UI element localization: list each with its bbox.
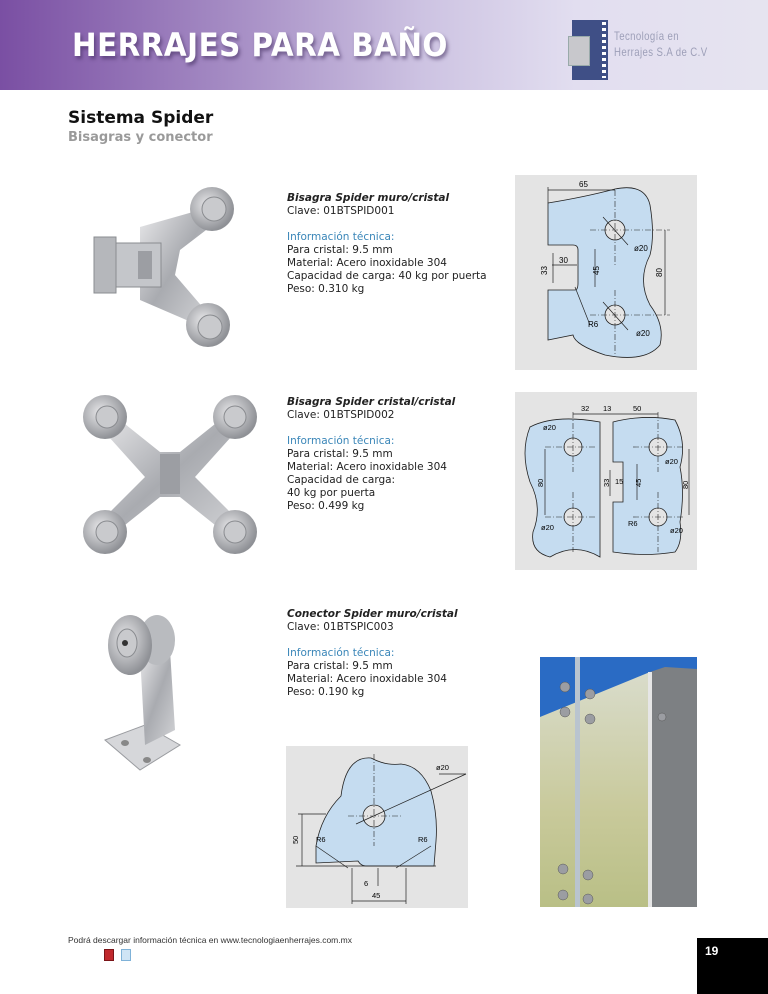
product-spec-1 [287, 192, 487, 296]
info-label: Información técnica: [287, 435, 395, 447]
svg-text:45: 45 [592, 266, 601, 275]
svg-text:65: 65 [579, 180, 588, 189]
svg-text:R6: R6 [588, 320, 599, 329]
spec-line: Peso: 0.499 kg [287, 500, 365, 512]
product-name: Conector Spider muro/cristal [287, 608, 458, 620]
spec-line: Para cristal: 9.5 mm [287, 244, 393, 256]
spec-line: Para cristal: 9.5 mm [287, 660, 393, 672]
product-code: Clave: 01BTSPID002 [287, 409, 395, 421]
info-label: Información técnica: [287, 231, 395, 243]
svg-text:6: 6 [364, 879, 369, 888]
svg-text:ø20: ø20 [665, 457, 678, 466]
svg-text:R6: R6 [418, 835, 428, 844]
technical-drawing-2 [515, 392, 697, 570]
spec-line: Material: Acero inoxidable 304 [287, 461, 447, 473]
spec-line: Peso: 0.310 kg [287, 283, 365, 295]
installation-photo [540, 657, 697, 907]
spec-line: Para cristal: 9.5 mm [287, 448, 393, 460]
svg-text:R6: R6 [316, 835, 326, 844]
product-spec-3 [287, 608, 458, 699]
product-name: Bisagra Spider muro/cristal [287, 192, 450, 204]
logo-box [572, 20, 608, 80]
svg-text:ø20: ø20 [670, 526, 683, 535]
company-logo [570, 20, 710, 82]
product-image-hinge-wall-glass [80, 175, 260, 355]
product-image-hinge-glass-glass [65, 382, 275, 572]
section-title: Sistema Spider [68, 108, 214, 128]
svg-text:50: 50 [291, 835, 300, 844]
logo-text: Tecnología en Herrajes S.A de C.V [614, 29, 708, 59]
page-header [0, 0, 768, 90]
dwg-icon[interactable] [121, 949, 131, 961]
spec-line: Capacidad de carga: 40 kg por puerta [287, 270, 487, 282]
footer-download-text: Podrá descargar información técnica en www.tecnologiaenherrajes.com.mx [68, 935, 352, 945]
svg-text:80: 80 [536, 478, 545, 487]
svg-text:45: 45 [372, 891, 381, 900]
svg-text:80: 80 [655, 268, 664, 277]
product-image-connector [85, 595, 195, 775]
technical-drawing-3 [286, 746, 468, 908]
svg-text:30: 30 [559, 256, 568, 265]
svg-text:50: 50 [633, 404, 642, 413]
svg-text:ø20: ø20 [636, 329, 650, 338]
spec-line: Material: Acero inoxidable 304 [287, 673, 447, 685]
svg-text:45: 45 [634, 478, 643, 487]
svg-text:R6: R6 [628, 519, 638, 528]
pdf-icon[interactable] [104, 949, 114, 961]
svg-text:13: 13 [603, 404, 612, 413]
spec-line: Capacidad de carga: [287, 474, 396, 486]
svg-text:33: 33 [540, 266, 549, 275]
product-name: Bisagra Spider cristal/cristal [287, 396, 456, 408]
spec-line: 40 kg por puerta [287, 487, 376, 499]
product-code: Clave: 01BTSPIC003 [287, 621, 394, 633]
svg-text:ø20: ø20 [436, 763, 449, 772]
technical-drawing-1 [515, 175, 697, 370]
product-spec-2 [287, 396, 455, 513]
spec-line: Material: Acero inoxidable 304 [287, 257, 447, 269]
product-code: Clave: 01BTSPID001 [287, 205, 395, 217]
svg-text:80: 80 [681, 480, 690, 489]
svg-text:ø20: ø20 [543, 423, 556, 432]
info-label: Información técnica: [287, 647, 395, 659]
spec-line: Peso: 0.190 kg [287, 686, 365, 698]
svg-text:ø20: ø20 [634, 244, 648, 253]
svg-text:ø20: ø20 [541, 523, 554, 532]
svg-text:15: 15 [615, 477, 624, 486]
svg-text:32: 32 [581, 404, 590, 413]
page-number: 19 [697, 938, 768, 994]
svg-text:33: 33 [602, 478, 611, 487]
header-title: HERRAJES PARA BAÑO [72, 26, 448, 64]
section-subtitle: Bisagras y conector [68, 130, 213, 145]
